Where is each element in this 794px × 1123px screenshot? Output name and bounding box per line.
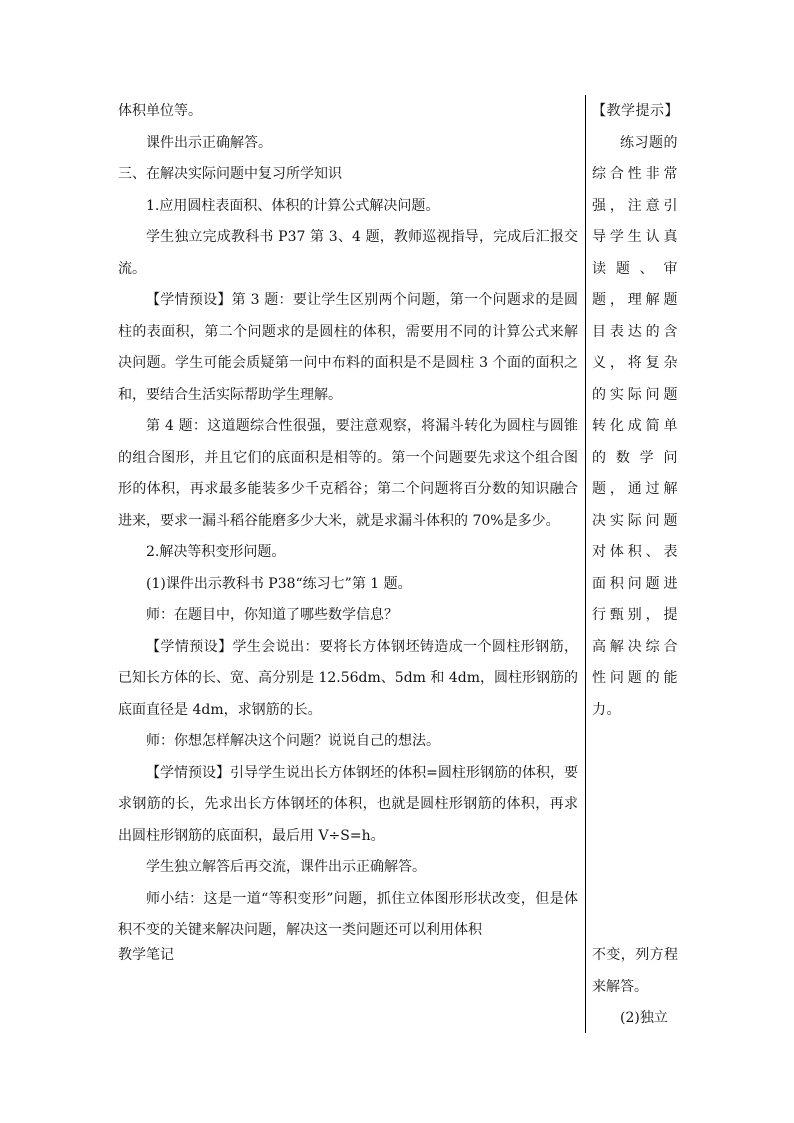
column-divider <box>585 95 586 1033</box>
preset-paragraph-q3: 【学情预设】第 3 题：要让学生区别两个问题，第一个问题求的是圆柱的表面积，第二个问题求的是圆柱的体积，需要用不同的计算公式来解决问题。学生可能会质疑第一问中布料的面积是不是圆柱 3 个面的面积之和，要结合生活实际帮助学生理解。 <box>118 292 578 403</box>
main-line-13: 学生独立解答后再交流，课件出示正确解答。 <box>146 859 426 875</box>
main-line-0: 体积单位等。 <box>118 103 202 119</box>
teaching-tip-continued <box>592 940 678 1035</box>
tip-continued-text: 不变，列方程来解答。 <box>592 947 678 995</box>
teacher-question-2: 师：你想怎样解决这个问题？说说自己的想法。 <box>146 733 440 749</box>
section-heading-3: 三、在解决实际问题中复习所学知识 <box>118 166 342 182</box>
preset-paragraph-2: 【学情预设】学生会说出：要将长方体钢坯铸造成一个圆柱形钢筋，已知长方体的长、宽、高分别是 12.56dm、5dm 和 4dm，圆柱形钢筋的底面直径是 4dm，求钢筋的长。 <box>118 638 578 718</box>
main-line-8: (1)课件出示教科书 P38“练习七”第 1 题。 <box>146 575 412 592</box>
teaching-tip-column <box>592 96 678 726</box>
teaching-tip-title: 【教学提示】 <box>592 103 679 119</box>
paragraph-q4: 第 4 题：这道题综合性很强，要注意观察，将漏斗转化为圆柱与圆锥的组合图形，并且它们的底面积是相等的。第一个问题要先求这个组合图形的体积，再求最多能装多少千克稻谷；第二个问题将百分数的知识融合进来，要求一漏斗稻谷能磨多少大米，就是求漏斗体积的 70%是多少。 <box>118 418 578 529</box>
main-column <box>118 96 578 947</box>
subheading-2: 2.解决等积变形问题。 <box>146 544 286 560</box>
subheading-1: 1.应用圆柱表面积、体积的计算公式解决问题。 <box>146 197 440 214</box>
tip-sub-label: (2)独立 <box>620 1010 668 1026</box>
preset-paragraph-3: 【学情预设】引导学生说出长方体钢坯的体积=圆柱形钢筋的体积，要求钢筋的长，先求出长方体钢坯的体积，也就是圆柱形钢筋的体积，再求出圆柱形钢筋的底面积，最后用 V÷S=h。 <box>118 764 578 844</box>
teacher-question-1: 师：在题目中，你知道了哪些数学信息？ <box>146 607 398 623</box>
main-line-1: 课件出示正确解答。 <box>146 134 272 151</box>
teacher-summary: 师小结：这是一道“等积变形”问题，抓住立体图形形状改变，但是体积不变的关键来解决问题，解决这一类问题还可以利用体积 <box>118 890 578 938</box>
main-line-4: 学生独立完成教科书 P37 第 3、4 题，教师巡视指导，完成后汇报交流。 <box>118 229 578 277</box>
teaching-notes-title: 教学笔记 <box>118 947 174 963</box>
teaching-tip-body: 练习题的综合性非常强，注意引导学生认真读题、审题，理解题目表达的含义，将复杂的实际问题转化成简单的数学问题，通过解决实际问题对体积、表面积问题进行甄别，提高解决综合性问题的能力。 <box>592 134 678 718</box>
